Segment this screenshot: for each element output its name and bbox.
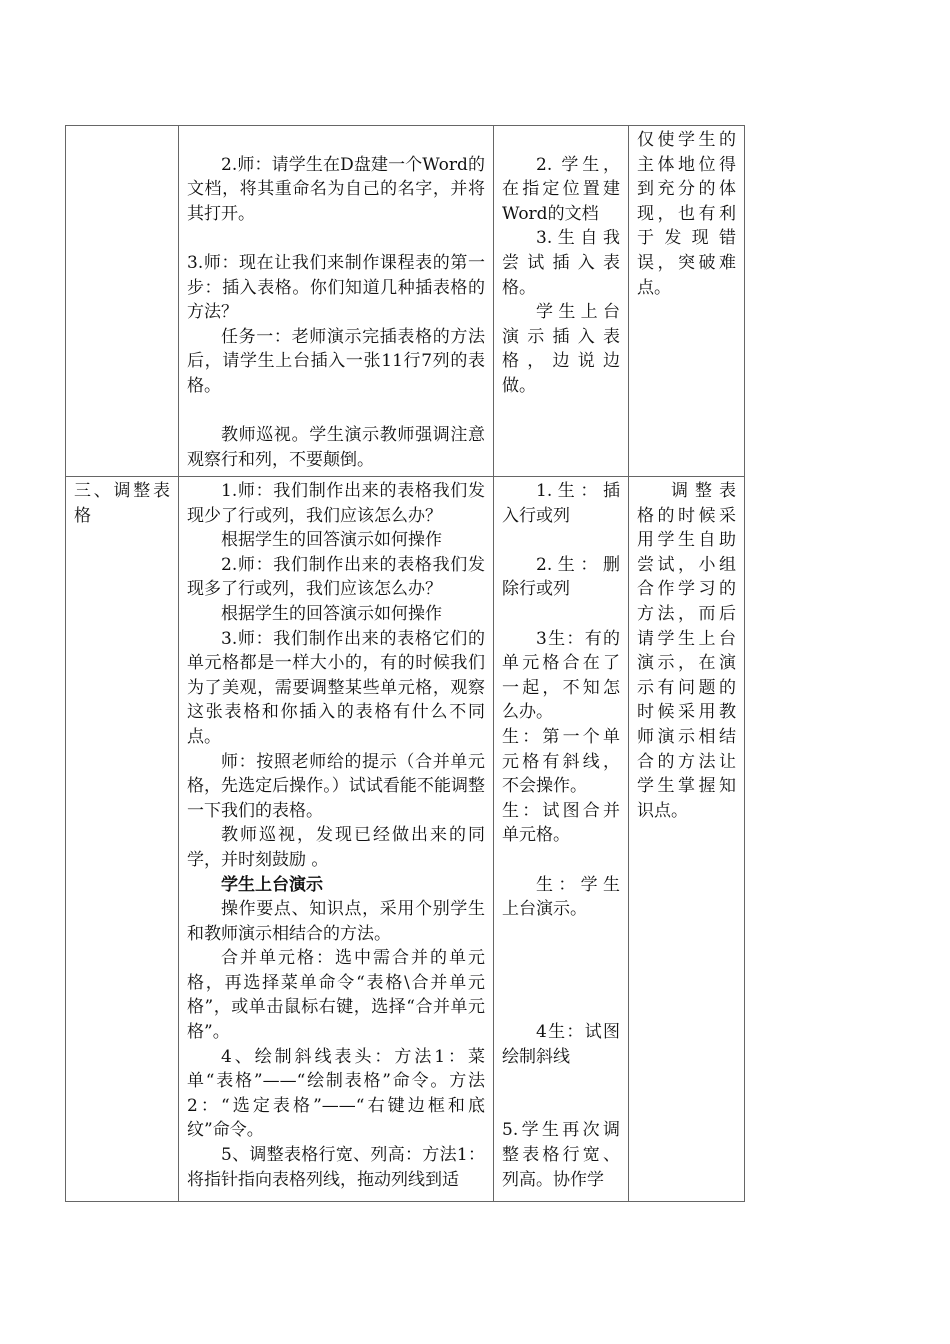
teacher-text: 3.师：我们制作出来的表格它们的单元格都是一样大小的，有的时候我们为了美观，需要调整某些单元格，观察这张表格和你插入的表格有什么不同点。 xyxy=(187,628,485,747)
teacher-text: 合并单元格：选中需合并的单元格，再选择菜单命令“表格\合并单元格”，或单击鼠标右键，选择“合并单元格”。 xyxy=(187,948,485,1043)
student-text: 生：学生上台演示。 xyxy=(502,874,620,920)
table-row xyxy=(66,126,745,477)
intent-text: 调整表格的时候采用学生自助尝试，小组合作学习的方法，而后请学生上台演示，在演示有问题的时候采用教师演示相结合的方法让学生掌握知识点。 xyxy=(637,481,736,821)
teacher-text: 任务一：老师演示完插表格的方法后，请学生上台插入一张11行7列的表格。 xyxy=(187,326,485,396)
teacher-heading: 学生上台演示 xyxy=(221,874,323,895)
teacher-activity-cell xyxy=(179,477,494,1202)
teacher-text: 根据学生的回答演示如何操作 xyxy=(221,530,442,551)
table-row xyxy=(66,477,745,1202)
student-text: 4生：试图绘制斜线 xyxy=(502,1022,620,1067)
teacher-text: 3.师：现在让我们来制作课程表的第一步：插入表格。你们知道几种插表格的方法？ xyxy=(187,252,485,323)
teacher-text: 4、绘制斜线表头：方法1：菜单“表格”——“绘制表格”命令。方法2：“选定表格”——“右键边框和底纹”命令。 xyxy=(187,1046,485,1141)
design-intent-cell xyxy=(629,477,745,1202)
student-text: 5.学生再次调整表格行宽、列高。协作学 xyxy=(502,1120,620,1190)
teacher-text: 2.师：请学生在D盘建一个Word的文档，将其重命名为自己的名字，并将其打开。 xyxy=(187,154,485,224)
student-text: 3生：有的单元格合在了一起，不知怎么办。 xyxy=(502,628,620,723)
student-text: 2.生：删除行或列 xyxy=(502,554,620,600)
design-intent-cell xyxy=(629,126,745,477)
student-activity-cell xyxy=(494,126,629,477)
student-text: 生：第一个单元格有斜线，不会操作。 xyxy=(502,726,620,797)
stage-cell xyxy=(66,477,179,1202)
student-text: 1.生：插入行或列 xyxy=(502,481,620,526)
student-text: 学生上台演示插入表格，边说边做。 xyxy=(502,302,620,396)
student-text: 3.生自我尝试插入表格。 xyxy=(502,228,620,298)
teacher-text: 根据学生的回答演示如何操作 xyxy=(221,603,442,624)
teacher-text: 教师巡视，发现已经做出来的同学，并时刻鼓励 。 xyxy=(187,825,485,870)
student-text: 生：试图合并单元格。 xyxy=(502,800,620,846)
student-activity-cell xyxy=(494,477,629,1202)
stage-title: 三、调整表格 xyxy=(74,481,170,526)
teacher-text: 操作要点、知识点，采用个别学生和教师演示相结合的方法。 xyxy=(187,899,485,944)
teacher-activity-cell xyxy=(179,126,494,477)
lesson-plan-table xyxy=(65,125,745,1202)
stage-cell xyxy=(66,126,179,477)
teacher-text: 5、调整表格行宽、列高：方法1：将指针指向表格列线，拖动列线到适 xyxy=(187,1145,485,1190)
teacher-text: 教师巡视。学生演示教师强调注意观察行和列，不要颠倒。 xyxy=(187,425,485,470)
student-text: 2. 学生，在指定位置建Word的文档 xyxy=(502,154,620,224)
intent-text: 仅使学生的主体地位得到充分的体现，也有利于发现错误，突破难点。 xyxy=(637,130,736,298)
teacher-text: 1.师：我们制作出来的表格我们发现少了行或列，我们应该怎么办？ xyxy=(187,481,485,526)
teacher-text: 师：按照老师给的提示（合并单元格，先选定后操作。）试试看能不能调整一下我们的表格。 xyxy=(187,751,485,821)
teacher-text: 2.师：我们制作出来的表格我们发现多了行或列，我们应该怎么办？ xyxy=(187,554,485,600)
